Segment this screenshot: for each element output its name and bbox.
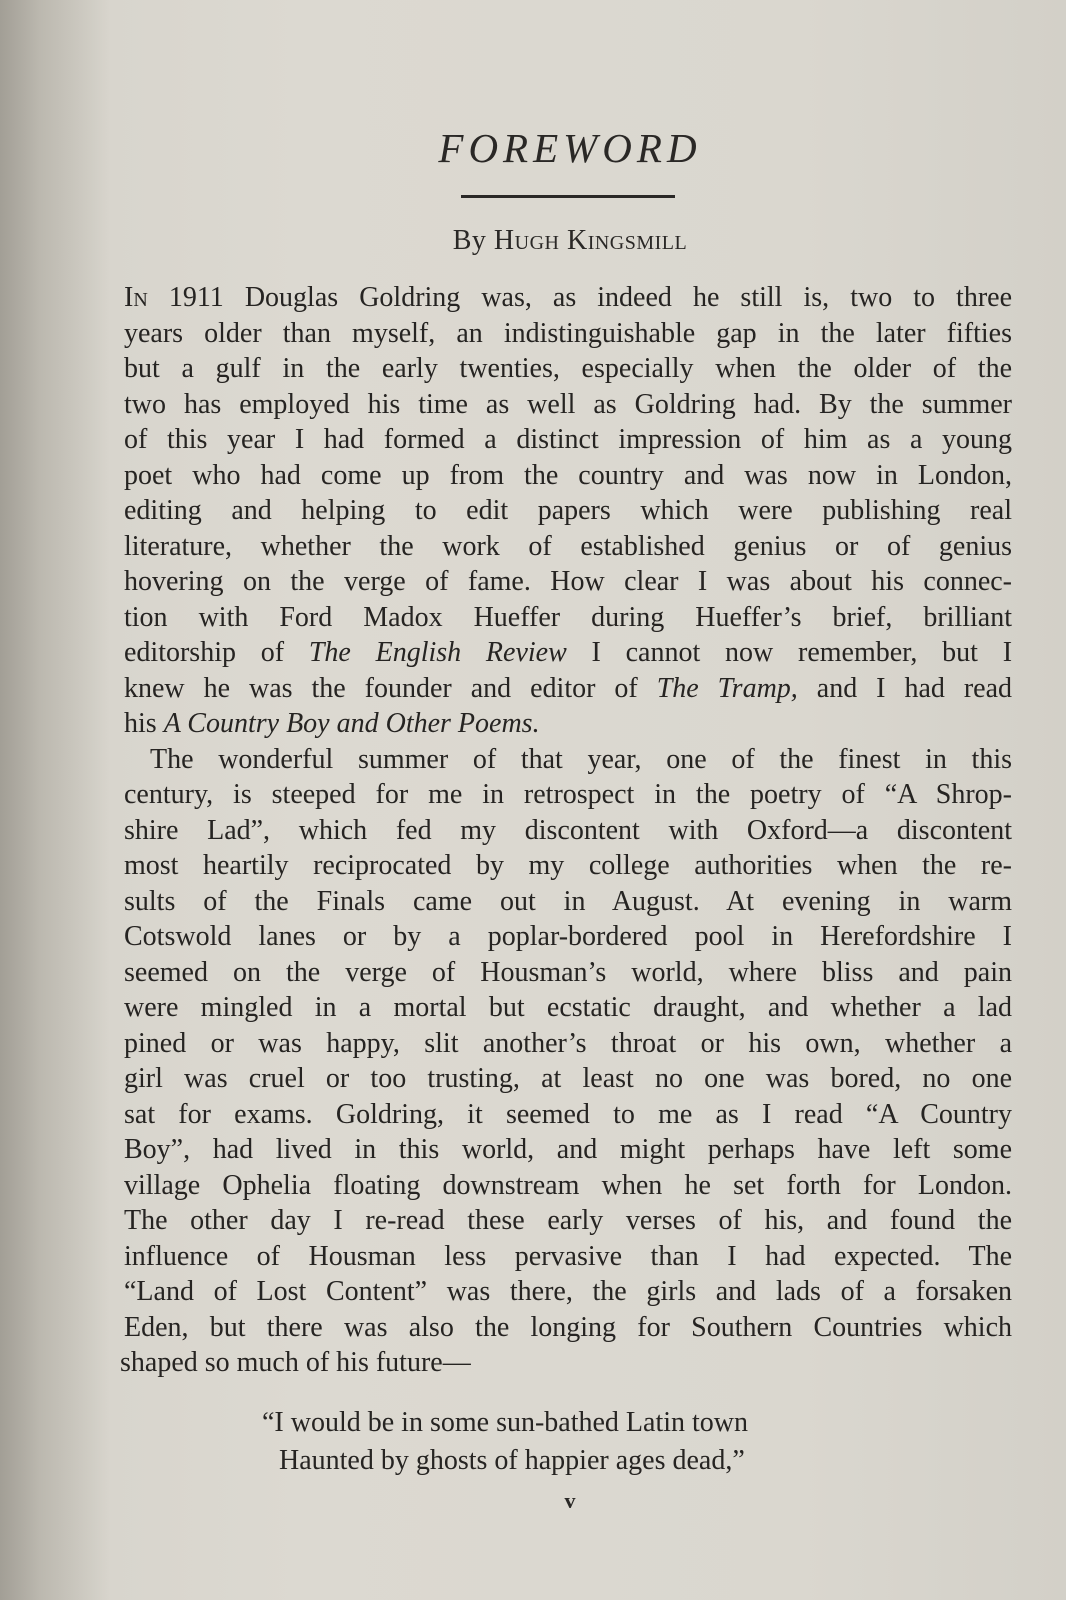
italic-title: A Country Boy and Other Poems.	[163, 708, 540, 739]
body-text	[120, 280, 1013, 1381]
paragraph-line: “Land of Lost Content” was there, the girls and lads of a forsaken	[124, 1276, 1012, 1307]
paragraph-line: but a gulf in the early twenties, especially when the older of the	[124, 353, 1012, 384]
paragraph-line: knew he was the founder and editor of The Tramp, and I had read	[124, 672, 1013, 704]
paragraph-line: most heartily reciprocated by my college authorities when the re-	[124, 850, 1012, 881]
paragraph-line: sat for exams. Goldring, it seemed to me as I read “A Country	[124, 1098, 1012, 1130]
page-title: FOREWORD	[438, 125, 702, 171]
paragraph-line: poet who had come up from the country and was now in London,	[124, 459, 1012, 491]
paragraph-line: girl was cruel or too trusting, at least no one was bored, no one	[124, 1063, 1012, 1094]
byline	[0, 225, 1066, 257]
byline-author: Hugh Kingsmill	[493, 225, 688, 256]
byline-prefix: By	[452, 225, 487, 256]
verse-quote	[0, 1404, 748, 1480]
paragraph-line: sults of the Finals came out in August. At evening in warm	[124, 885, 1012, 917]
paragraph-line: Eden, but there was also the longing for Southern Countries which	[124, 1311, 1012, 1343]
paragraph-line: years older than myself, an indistinguishable gap in the later fifties	[124, 317, 1012, 349]
paragraph-line: of this year I had formed a distinct impression of him as a young	[124, 424, 1012, 455]
first-word: In	[124, 282, 148, 313]
paragraph-line: seemed on the verge of Housman’s world, where bliss and pain	[124, 956, 1012, 988]
paragraph-line: literature, whether the work of established genius or of genius	[124, 530, 1012, 562]
paragraph-line: shire Lad”, which fed my discontent with Oxford—a discontent	[124, 814, 1012, 846]
paragraph-line: Boy”, had lived in this world, and might perhaps have left some	[124, 1134, 1012, 1165]
paragraph-line: village Ophelia floating downstream when he set forth for London.	[124, 1169, 1012, 1201]
title-rule	[461, 195, 675, 198]
paragraph-line: his A Country Boy and Other Poems.	[124, 708, 540, 739]
paragraph-line: century, is steeped for me in retrospect in the poetry of “A Shrop-	[124, 779, 1012, 810]
verse-line: Haunted by ghosts of happier ages dead,”	[279, 1445, 745, 1476]
paragraph-line: editing and helping to edit papers which were publishing real	[124, 495, 1012, 526]
paragraph-line: In 1911 Douglas Goldring was, as indeed he still is, two to three	[124, 282, 1013, 313]
paragraph-line: tion with Ford Madox Hueffer during Hueffer’s brief, brilliant	[124, 601, 1012, 633]
paragraph-line: pined or was happy, slit another’s throat or his own, whether a	[124, 1027, 1012, 1059]
paragraph-line: two has employed his time as well as Goldring had. By the summer	[124, 388, 1012, 420]
italic-title: The English Review	[308, 637, 567, 668]
paragraph-line: influence of Housman less pervasive than I had expected. The	[124, 1240, 1012, 1272]
paragraph-line: The other day I re-read these early verses of his, and found the	[124, 1205, 1012, 1236]
paragraph-line: Cotswold lanes or by a poplar-bordered pool in Herefordshire I	[124, 921, 1012, 952]
paragraph-line: shaped so much of his future—	[120, 1347, 471, 1378]
paragraph-line: were mingled in a mortal but ecstatic draught, and whether a lad	[124, 992, 1012, 1023]
verse-line: “I would be in some sun-bathed Latin town	[262, 1407, 749, 1438]
paragraph-line: editorship of The English Review I cannot now remember, but I	[124, 637, 1013, 668]
paragraph-line: The wonderful summer of that year, one of the finest in this	[150, 743, 1012, 775]
italic-title: The Tramp,	[656, 672, 798, 704]
page-number: v	[564, 1488, 576, 1513]
paragraph-line: hovering on the verge of fame. How clear I was about his connec-	[124, 566, 1012, 597]
